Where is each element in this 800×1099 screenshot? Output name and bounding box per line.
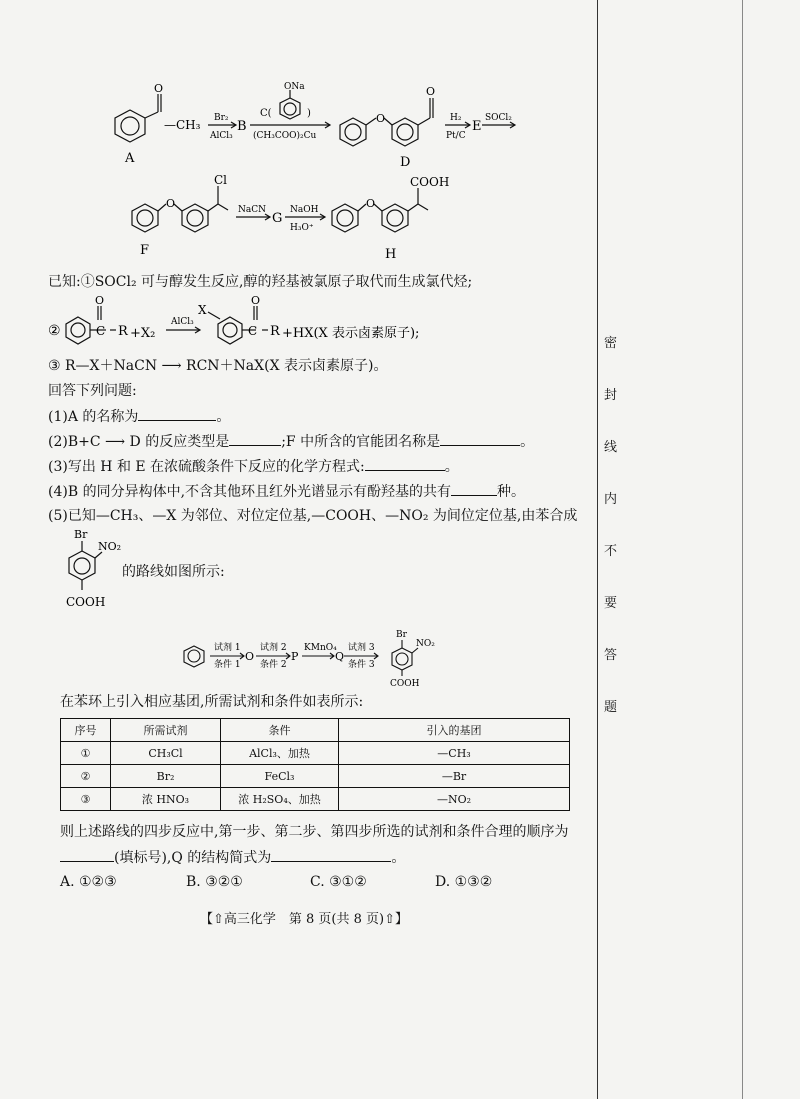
route-condition-2: 条件 2 bbox=[260, 660, 287, 670]
known-2-x: X bbox=[198, 303, 207, 317]
svg-text:O: O bbox=[426, 85, 436, 98]
page-edge-line bbox=[742, 0, 743, 1099]
q1-text: (1)A 的名称为 bbox=[48, 409, 139, 425]
table-header-row bbox=[61, 719, 570, 742]
svg-text:C: C bbox=[248, 324, 258, 338]
route-kmno4: KMnO₄ bbox=[304, 643, 337, 653]
label-D: D bbox=[400, 155, 411, 170]
q4-end: 种。 bbox=[497, 484, 526, 500]
q3-answer-blank[interactable] bbox=[365, 456, 445, 471]
question-3 bbox=[48, 456, 459, 477]
th-condition: 条件 bbox=[221, 719, 339, 742]
q2-end: 。 bbox=[520, 434, 535, 450]
reaction-scheme-2 bbox=[120, 172, 480, 267]
route-reagent-2: 试剂 2 bbox=[260, 643, 287, 653]
label-B: B bbox=[237, 119, 247, 134]
page-footer: 【⇧高三化学 第 8 页(共 8 页)⇧】 bbox=[200, 912, 409, 927]
q-structure-blank[interactable] bbox=[271, 847, 391, 862]
cell: 浓 HNO₃ bbox=[111, 788, 221, 811]
seal-char: 密 bbox=[604, 336, 618, 351]
route-Q: Q bbox=[335, 650, 345, 663]
reagent-h3o: H₃O⁺ bbox=[290, 223, 314, 233]
order-answer-blank[interactable] bbox=[60, 847, 114, 862]
question-2 bbox=[48, 431, 534, 452]
seal-char: 线 bbox=[604, 440, 618, 455]
reagent-c-open: C( bbox=[260, 108, 272, 119]
q6-text-b: (填标号),Q 的结构简式为 bbox=[114, 850, 272, 866]
svg-text:O: O bbox=[251, 294, 261, 307]
cooh-label: COOH bbox=[410, 175, 450, 189]
route-reagent-1: 试剂 1 bbox=[214, 643, 241, 653]
reagent-h2: H₂ bbox=[450, 113, 462, 123]
option-b[interactable]: B. ③②① bbox=[186, 874, 243, 890]
table-row bbox=[61, 788, 570, 811]
benzene-ring-A bbox=[115, 110, 145, 142]
known-2-r1: R bbox=[118, 324, 128, 339]
th-index: 序号 bbox=[61, 719, 111, 742]
target-cooh: COOH bbox=[66, 595, 106, 609]
seal-line bbox=[597, 0, 598, 1099]
question-4 bbox=[48, 481, 525, 502]
th-reagent: 所需试剂 bbox=[111, 719, 221, 742]
route-reagent-3: 试剂 3 bbox=[348, 643, 375, 653]
target-no2: NO₂ bbox=[98, 540, 122, 553]
seal-char: 封 bbox=[604, 388, 618, 403]
question-5-route-text: 的路线如图所示: bbox=[122, 564, 225, 580]
methyl-label: —CH₃ bbox=[164, 118, 201, 132]
catalyst-ptc: Pt/C bbox=[446, 131, 466, 141]
reagent-table bbox=[60, 718, 570, 811]
label-A: A bbox=[125, 151, 135, 166]
cell: 浓 H₂SO₄、加热 bbox=[221, 788, 339, 811]
question-6-line-2 bbox=[60, 847, 405, 868]
label-F: F bbox=[140, 243, 150, 258]
option-d[interactable]: D. ①③② bbox=[435, 874, 493, 890]
known-2-num: ② bbox=[48, 323, 61, 339]
q4-answer-blank[interactable] bbox=[451, 481, 497, 496]
reagent-nacn: NaCN bbox=[238, 205, 267, 215]
known-2-x2: +X₂ bbox=[130, 326, 156, 341]
cell: ③ bbox=[61, 788, 111, 811]
q3-end: 。 bbox=[444, 459, 459, 475]
label-G: G bbox=[272, 211, 283, 226]
route-br: Br bbox=[396, 630, 407, 640]
svg-text:O: O bbox=[95, 294, 105, 307]
reagent-br2: Br₂ bbox=[214, 113, 229, 123]
known-2-catalyst: AlCl₃ bbox=[171, 317, 194, 327]
reagent-naoh: NaOH bbox=[290, 205, 319, 215]
q6-end: 。 bbox=[391, 850, 406, 866]
svg-text:C: C bbox=[96, 324, 106, 338]
q2-answer-blank-2[interactable] bbox=[440, 431, 520, 446]
label-H: H bbox=[385, 247, 397, 262]
cell: —Br bbox=[339, 765, 570, 788]
cell: AlCl₃、加热 bbox=[221, 742, 339, 765]
route-condition-1: 条件 1 bbox=[214, 660, 241, 670]
svg-text:O: O bbox=[166, 197, 176, 210]
question-1 bbox=[48, 406, 230, 427]
known-2-tail: +HX(X 表示卤素原子); bbox=[282, 326, 420, 341]
q3-text: (3)写出 H 和 E 在浓硫酸条件下反应的化学方程式: bbox=[48, 459, 365, 475]
table-intro: 在苯环上引入相应基团,所需试剂和条件如表所示: bbox=[60, 694, 364, 710]
known-reaction-2 bbox=[48, 292, 468, 347]
known-line-1: 已知:①SOCl₂ 可与醇发生反应,醇的羟基被氯原子取代而生成氯代烃; bbox=[48, 274, 473, 290]
question-6-line-1: 则上述路线的四步反应中,第一步、第二步、第四步所选的试剂和条件合理的顺序为 bbox=[60, 824, 569, 840]
question-5-text: (5)已知—CH₃、—X 为邻位、对位定位基,—COOH、—NO₂ 为间位定位基,由苯合成 bbox=[48, 508, 578, 524]
cell: —CH₃ bbox=[339, 742, 570, 765]
q1-answer-blank[interactable] bbox=[138, 406, 216, 421]
q1-end: 。 bbox=[216, 409, 231, 425]
cell: FeCl₃ bbox=[221, 765, 339, 788]
cell: ① bbox=[61, 742, 111, 765]
option-c[interactable]: C. ③①② bbox=[310, 874, 367, 890]
reagent-c-close: ) bbox=[307, 108, 311, 119]
table-row bbox=[61, 765, 570, 788]
svg-text:O: O bbox=[366, 197, 376, 210]
q4-text: (4)B 的同分异构体中,不含其他环且红外光谱显示有酚羟基的共有 bbox=[48, 484, 452, 500]
cell: Br₂ bbox=[111, 765, 221, 788]
route-O: O bbox=[245, 650, 255, 663]
carbonyl-o: O bbox=[154, 82, 164, 95]
ona-label: ONa bbox=[284, 82, 305, 92]
seal-char: 题 bbox=[604, 700, 618, 715]
reaction-scheme-1 bbox=[100, 80, 520, 175]
th-group: 引入的基团 bbox=[339, 719, 570, 742]
seal-char: 要 bbox=[604, 596, 618, 611]
q2-answer-blank-1[interactable] bbox=[229, 431, 281, 446]
target-br: Br bbox=[74, 528, 88, 541]
cell: —NO₂ bbox=[339, 788, 570, 811]
seal-char: 答 bbox=[604, 648, 618, 663]
chloro-label: Cl bbox=[214, 173, 228, 187]
q2-text-a: (2)B+C ⟶ D 的反应类型是 bbox=[48, 434, 230, 450]
svg-text:O: O bbox=[376, 112, 386, 125]
cell: ② bbox=[61, 765, 111, 788]
route-P: P bbox=[291, 650, 299, 663]
questions-intro: 回答下列问题: bbox=[48, 383, 137, 399]
route-condition-3: 条件 3 bbox=[348, 660, 375, 670]
known-line-3: ③ R—X＋NaCN ⟶ RCN＋NaX(X 表示卤素原子)。 bbox=[48, 358, 388, 374]
synthesis-route bbox=[180, 624, 450, 690]
known-2-r2: R bbox=[270, 324, 280, 339]
catalyst-cu: (CH₃COO)₂Cu bbox=[253, 131, 317, 141]
table-row bbox=[61, 742, 570, 765]
option-a[interactable]: A. ①②③ bbox=[60, 874, 117, 890]
route-cooh: COOH bbox=[390, 679, 420, 689]
seal-char: 不 bbox=[604, 544, 618, 559]
cell: CH₃Cl bbox=[111, 742, 221, 765]
q2-text-b: ;F 中所含的官能团名称是 bbox=[281, 434, 441, 450]
seal-char: 内 bbox=[604, 492, 618, 507]
label-E: E bbox=[472, 119, 482, 134]
route-no2: NO₂ bbox=[416, 639, 435, 649]
reagent-socl2: SOCl₂ bbox=[485, 113, 512, 123]
catalyst-alcl3: AlCl₃ bbox=[210, 131, 233, 141]
